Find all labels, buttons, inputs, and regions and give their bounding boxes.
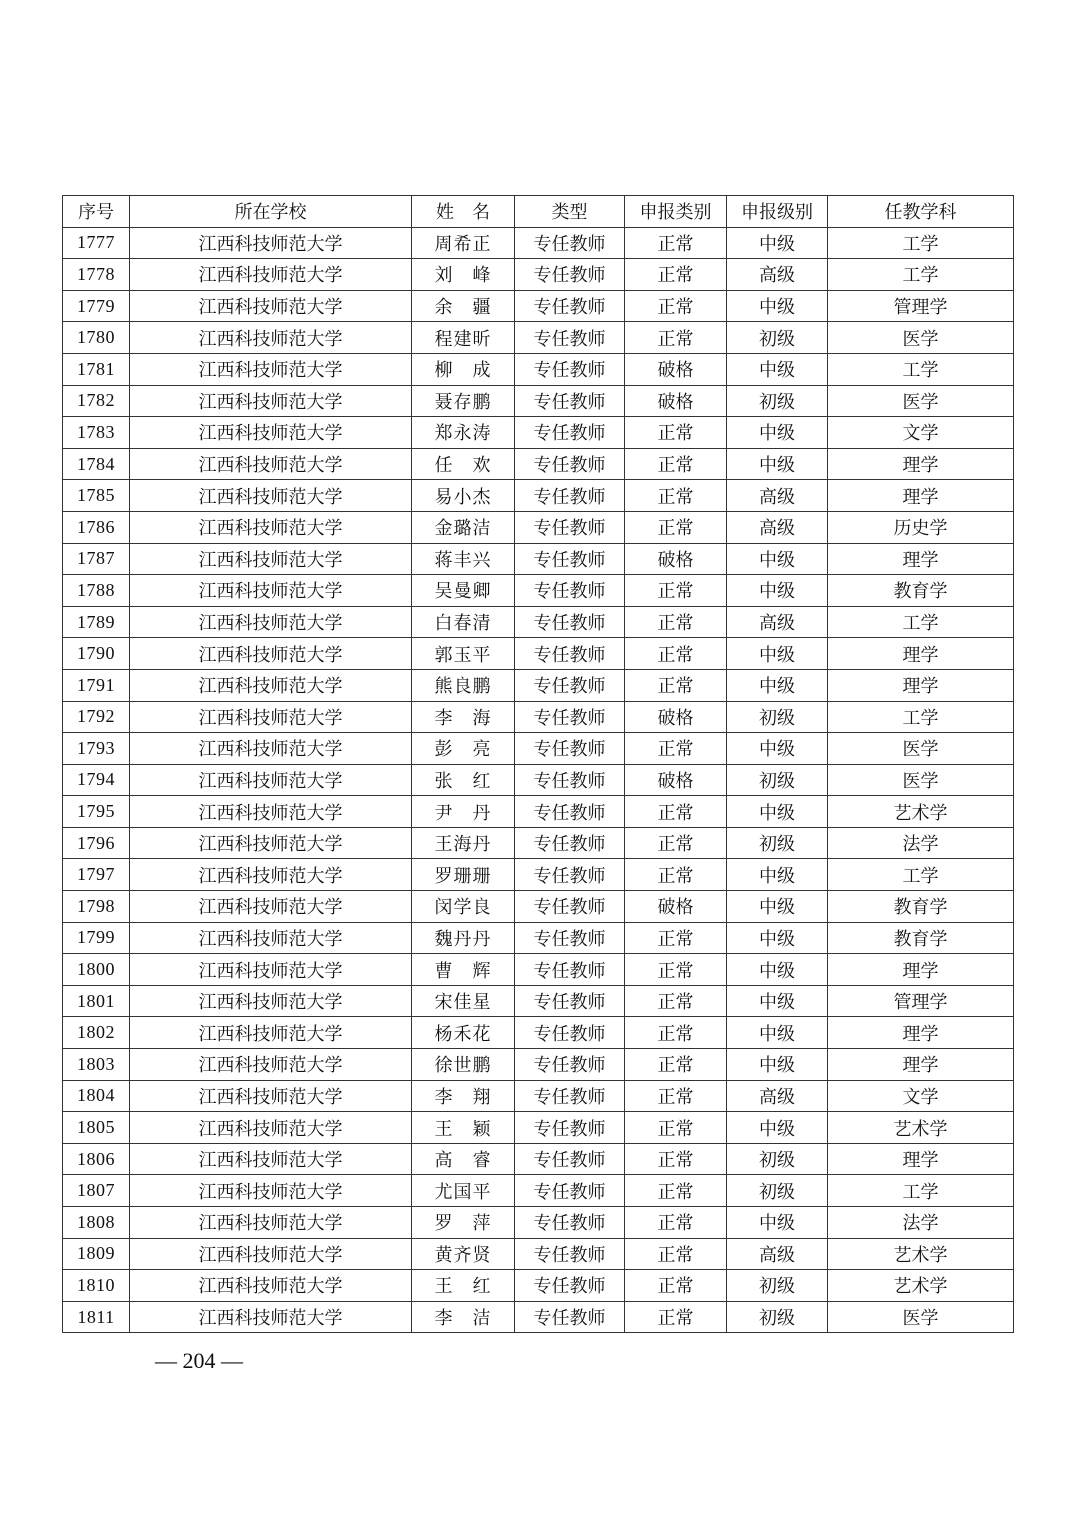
level-cell: 中级 [727,290,828,322]
category-cell: 正常 [625,322,727,354]
school-cell: 江西科技师范大学 [130,543,412,575]
type-cell: 专任教师 [515,227,625,259]
type-cell: 专任教师 [515,606,625,638]
school-cell: 江西科技师范大学 [130,290,412,322]
subject-cell: 艺术学 [828,1270,1014,1302]
category-cell: 正常 [625,1049,727,1081]
level-cell: 高级 [727,1238,828,1270]
school-cell: 江西科技师范大学 [130,353,412,385]
type-cell: 专任教师 [515,796,625,828]
category-cell: 正常 [625,1207,727,1239]
name-cell: 郭玉平 [412,638,515,670]
name-cell: 罗珊珊 [412,859,515,891]
name-cell: 王 红 [412,1270,515,1302]
seq-cell: 1791 [63,669,130,701]
subject-cell: 教育学 [828,922,1014,954]
school-cell: 江西科技师范大学 [130,511,412,543]
subject-cell: 历史学 [828,511,1014,543]
name-cell: 王海丹 [412,827,515,859]
subject-cell: 理学 [828,543,1014,575]
school-cell: 江西科技师范大学 [130,1270,412,1302]
table-row [63,1238,1014,1270]
level-cell: 中级 [727,575,828,607]
seq-cell: 1778 [63,259,130,291]
type-cell: 专任教师 [515,701,625,733]
table-row [63,638,1014,670]
school-cell: 江西科技师范大学 [130,480,412,512]
type-cell: 专任教师 [515,1207,625,1239]
type-cell: 专任教师 [515,1175,625,1207]
type-cell: 专任教师 [515,891,625,923]
subject-cell: 工学 [828,606,1014,638]
category-cell: 正常 [625,575,727,607]
seq-cell: 1794 [63,764,130,796]
category-cell: 正常 [625,259,727,291]
name-cell: 刘 峰 [412,259,515,291]
school-cell: 江西科技师范大学 [130,1301,412,1333]
seq-cell: 1805 [63,1112,130,1144]
table-body [63,227,1014,1333]
subject-cell: 工学 [828,1175,1014,1207]
school-cell: 江西科技师范大学 [130,1207,412,1239]
level-cell: 高级 [727,259,828,291]
seq-cell: 1811 [63,1301,130,1333]
type-cell: 专任教师 [515,638,625,670]
type-cell: 专任教师 [515,1143,625,1175]
table-row [63,891,1014,923]
type-cell: 专任教师 [515,954,625,986]
category-cell: 正常 [625,417,727,449]
category-cell: 正常 [625,859,727,891]
header-name: 姓 名 [412,196,515,228]
category-cell: 破格 [625,353,727,385]
name-cell: 白春清 [412,606,515,638]
type-cell: 专任教师 [515,480,625,512]
level-cell: 中级 [727,353,828,385]
type-cell: 专任教师 [515,1049,625,1081]
type-cell: 专任教师 [515,1270,625,1302]
type-cell: 专任教师 [515,353,625,385]
name-cell: 尤国平 [412,1175,515,1207]
name-cell: 蒋丰兴 [412,543,515,575]
seq-cell: 1782 [63,385,130,417]
type-cell: 专任教师 [515,1017,625,1049]
table-row [63,227,1014,259]
school-cell: 江西科技师范大学 [130,1080,412,1112]
category-cell: 正常 [625,733,727,765]
subject-cell: 理学 [828,954,1014,986]
level-cell: 中级 [727,638,828,670]
category-cell: 正常 [625,796,727,828]
subject-cell: 医学 [828,322,1014,354]
type-cell: 专任教师 [515,859,625,891]
type-cell: 专任教师 [515,417,625,449]
type-cell: 专任教师 [515,1301,625,1333]
type-cell: 专任教师 [515,1080,625,1112]
seq-cell: 1789 [63,606,130,638]
type-cell: 专任教师 [515,575,625,607]
name-cell: 李 洁 [412,1301,515,1333]
category-cell: 正常 [625,1017,727,1049]
category-cell: 正常 [625,1175,727,1207]
seq-cell: 1800 [63,954,130,986]
name-cell: 郑永涛 [412,417,515,449]
level-cell: 中级 [727,543,828,575]
level-cell: 初级 [727,1301,828,1333]
table-row [63,322,1014,354]
subject-cell: 理学 [828,669,1014,701]
school-cell: 江西科技师范大学 [130,448,412,480]
name-cell: 尹 丹 [412,796,515,828]
subject-cell: 教育学 [828,891,1014,923]
category-cell: 正常 [625,480,727,512]
subject-cell: 文学 [828,417,1014,449]
category-cell: 正常 [625,1301,727,1333]
seq-cell: 1798 [63,891,130,923]
subject-cell: 艺术学 [828,1112,1014,1144]
category-cell: 破格 [625,385,727,417]
category-cell: 正常 [625,290,727,322]
name-cell: 周希正 [412,227,515,259]
level-cell: 初级 [727,701,828,733]
subject-cell: 工学 [828,859,1014,891]
table-row [63,1112,1014,1144]
level-cell: 中级 [727,985,828,1017]
level-cell: 高级 [727,606,828,638]
name-cell: 彭 亮 [412,733,515,765]
category-cell: 正常 [625,511,727,543]
category-cell: 正常 [625,448,727,480]
level-cell: 中级 [727,669,828,701]
school-cell: 江西科技师范大学 [130,417,412,449]
level-cell: 中级 [727,859,828,891]
level-cell: 初级 [727,1270,828,1302]
level-cell: 中级 [727,733,828,765]
school-cell: 江西科技师范大学 [130,733,412,765]
seq-cell: 1784 [63,448,130,480]
category-cell: 正常 [625,1143,727,1175]
seq-cell: 1783 [63,417,130,449]
subject-cell: 文学 [828,1080,1014,1112]
name-cell: 余 疆 [412,290,515,322]
school-cell: 江西科技师范大学 [130,922,412,954]
subject-cell: 理学 [828,448,1014,480]
name-cell: 黄齐贤 [412,1238,515,1270]
level-cell: 初级 [727,764,828,796]
category-cell: 正常 [625,922,727,954]
type-cell: 专任教师 [515,448,625,480]
seq-cell: 1803 [63,1049,130,1081]
school-cell: 江西科技师范大学 [130,859,412,891]
school-cell: 江西科技师范大学 [130,764,412,796]
seq-cell: 1780 [63,322,130,354]
level-cell: 初级 [727,322,828,354]
seq-cell: 1807 [63,1175,130,1207]
table-row [63,922,1014,954]
school-cell: 江西科技师范大学 [130,891,412,923]
seq-cell: 1806 [63,1143,130,1175]
table-row [63,1080,1014,1112]
name-cell: 高 睿 [412,1143,515,1175]
table-row [63,701,1014,733]
roster-table [62,195,1014,1333]
school-cell: 江西科技师范大学 [130,669,412,701]
table-row [63,385,1014,417]
category-cell: 正常 [625,227,727,259]
seq-cell: 1779 [63,290,130,322]
table-row [63,543,1014,575]
table-row [63,480,1014,512]
category-cell: 正常 [625,827,727,859]
school-cell: 江西科技师范大学 [130,575,412,607]
level-cell: 高级 [727,1080,828,1112]
category-cell: 正常 [625,1080,727,1112]
table-row [63,353,1014,385]
seq-cell: 1787 [63,543,130,575]
type-cell: 专任教师 [515,385,625,417]
subject-cell: 工学 [828,701,1014,733]
table-row [63,1175,1014,1207]
table-row [63,1301,1014,1333]
name-cell: 吴曼卿 [412,575,515,607]
school-cell: 江西科技师范大学 [130,385,412,417]
school-cell: 江西科技师范大学 [130,701,412,733]
school-cell: 江西科技师范大学 [130,1049,412,1081]
level-cell: 中级 [727,922,828,954]
school-cell: 江西科技师范大学 [130,638,412,670]
name-cell: 任 欢 [412,448,515,480]
subject-cell: 理学 [828,480,1014,512]
table-row [63,1143,1014,1175]
school-cell: 江西科技师范大学 [130,1238,412,1270]
category-cell: 正常 [625,954,727,986]
subject-cell: 法学 [828,827,1014,859]
type-cell: 专任教师 [515,669,625,701]
subject-cell: 管理学 [828,290,1014,322]
school-cell: 江西科技师范大学 [130,985,412,1017]
subject-cell: 工学 [828,259,1014,291]
level-cell: 高级 [727,511,828,543]
name-cell: 曹 辉 [412,954,515,986]
seq-cell: 1786 [63,511,130,543]
header-application-level: 申报级别 [727,196,828,228]
category-cell: 正常 [625,1238,727,1270]
seq-cell: 1796 [63,827,130,859]
name-cell: 聂存鹏 [412,385,515,417]
table-row [63,1049,1014,1081]
seq-cell: 1801 [63,985,130,1017]
table-row [63,290,1014,322]
category-cell: 正常 [625,669,727,701]
school-cell: 江西科技师范大学 [130,1112,412,1144]
subject-cell: 理学 [828,1049,1014,1081]
category-cell: 破格 [625,764,727,796]
school-cell: 江西科技师范大学 [130,606,412,638]
type-cell: 专任教师 [515,985,625,1017]
table-row [63,985,1014,1017]
subject-cell: 艺术学 [828,1238,1014,1270]
name-cell: 魏丹丹 [412,922,515,954]
school-cell: 江西科技师范大学 [130,954,412,986]
header-subject: 任教学科 [828,196,1014,228]
school-cell: 江西科技师范大学 [130,827,412,859]
type-cell: 专任教师 [515,1238,625,1270]
category-cell: 正常 [625,985,727,1017]
category-cell: 正常 [625,1270,727,1302]
school-cell: 江西科技师范大学 [130,259,412,291]
level-cell: 中级 [727,796,828,828]
table-row [63,859,1014,891]
table-row [63,417,1014,449]
name-cell: 闵学良 [412,891,515,923]
table-row [63,1207,1014,1239]
level-cell: 中级 [727,227,828,259]
table-row [63,511,1014,543]
name-cell: 王 颖 [412,1112,515,1144]
level-cell: 初级 [727,1175,828,1207]
table-row [63,764,1014,796]
level-cell: 初级 [727,827,828,859]
name-cell: 杨禾花 [412,1017,515,1049]
name-cell: 徐世鹏 [412,1049,515,1081]
seq-cell: 1777 [63,227,130,259]
type-cell: 专任教师 [515,543,625,575]
school-cell: 江西科技师范大学 [130,1175,412,1207]
seq-cell: 1797 [63,859,130,891]
header-application-category: 申报类别 [625,196,727,228]
type-cell: 专任教师 [515,259,625,291]
level-cell: 中级 [727,1112,828,1144]
seq-cell: 1810 [63,1270,130,1302]
table-header-row [63,196,1014,228]
table-row [63,259,1014,291]
level-cell: 初级 [727,1143,828,1175]
level-cell: 中级 [727,1049,828,1081]
page-number: — 204 — [155,1348,243,1373]
table-row [63,954,1014,986]
level-cell: 中级 [727,1017,828,1049]
subject-cell: 教育学 [828,575,1014,607]
name-cell: 李 海 [412,701,515,733]
seq-cell: 1808 [63,1207,130,1239]
seq-cell: 1799 [63,922,130,954]
school-cell: 江西科技师范大学 [130,1143,412,1175]
type-cell: 专任教师 [515,733,625,765]
seq-cell: 1793 [63,733,130,765]
name-cell: 熊良鹏 [412,669,515,701]
level-cell: 高级 [727,480,828,512]
subject-cell: 艺术学 [828,796,1014,828]
seq-cell: 1781 [63,353,130,385]
name-cell: 金璐洁 [412,511,515,543]
table-row [63,606,1014,638]
table-row [63,448,1014,480]
level-cell: 中级 [727,891,828,923]
seq-cell: 1802 [63,1017,130,1049]
seq-cell: 1809 [63,1238,130,1270]
category-cell: 正常 [625,638,727,670]
level-cell: 中级 [727,1207,828,1239]
name-cell: 柳 成 [412,353,515,385]
subject-cell: 医学 [828,764,1014,796]
subject-cell: 医学 [828,733,1014,765]
subject-cell: 工学 [828,227,1014,259]
type-cell: 专任教师 [515,290,625,322]
type-cell: 专任教师 [515,1112,625,1144]
seq-cell: 1788 [63,575,130,607]
table-row [63,575,1014,607]
seq-cell: 1785 [63,480,130,512]
subject-cell: 法学 [828,1207,1014,1239]
table-row [63,669,1014,701]
level-cell: 中级 [727,417,828,449]
seq-cell: 1795 [63,796,130,828]
type-cell: 专任教师 [515,764,625,796]
name-cell: 程建昕 [412,322,515,354]
seq-cell: 1792 [63,701,130,733]
name-cell: 罗 萍 [412,1207,515,1239]
seq-cell: 1804 [63,1080,130,1112]
name-cell: 张 红 [412,764,515,796]
category-cell: 正常 [625,606,727,638]
table-row [63,1017,1014,1049]
table-row [63,733,1014,765]
category-cell: 破格 [625,891,727,923]
school-cell: 江西科技师范大学 [130,227,412,259]
level-cell: 中级 [727,954,828,986]
table-row [63,827,1014,859]
table-row [63,796,1014,828]
header-school: 所在学校 [130,196,412,228]
header-seq: 序号 [63,196,130,228]
type-cell: 专任教师 [515,827,625,859]
name-cell: 易小杰 [412,480,515,512]
subject-cell: 管理学 [828,985,1014,1017]
subject-cell: 工学 [828,353,1014,385]
type-cell: 专任教师 [515,922,625,954]
subject-cell: 理学 [828,638,1014,670]
school-cell: 江西科技师范大学 [130,322,412,354]
category-cell: 破格 [625,701,727,733]
table-row [63,1270,1014,1302]
category-cell: 正常 [625,1112,727,1144]
category-cell: 破格 [625,543,727,575]
type-cell: 专任教师 [515,511,625,543]
subject-cell: 医学 [828,385,1014,417]
school-cell: 江西科技师范大学 [130,1017,412,1049]
level-cell: 中级 [727,448,828,480]
subject-cell: 理学 [828,1017,1014,1049]
seq-cell: 1790 [63,638,130,670]
type-cell: 专任教师 [515,322,625,354]
header-type: 类型 [515,196,625,228]
name-cell: 宋佳星 [412,985,515,1017]
subject-cell: 医学 [828,1301,1014,1333]
level-cell: 初级 [727,385,828,417]
school-cell: 江西科技师范大学 [130,796,412,828]
subject-cell: 理学 [828,1143,1014,1175]
name-cell: 李 翔 [412,1080,515,1112]
